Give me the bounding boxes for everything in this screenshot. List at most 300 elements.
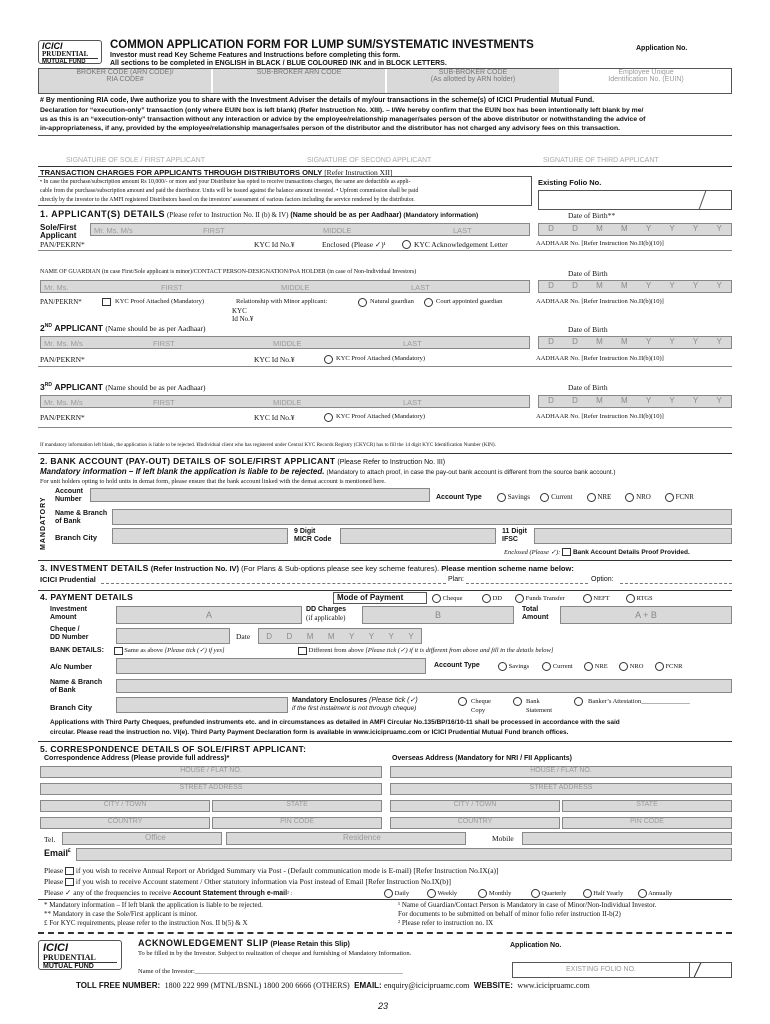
email-field[interactable] bbox=[76, 848, 732, 861]
signature-first: SIGNATURE OF SOLE / FIRST APPLICANT bbox=[66, 157, 205, 164]
of-bank-label: of Bank bbox=[55, 518, 81, 525]
email-label-row bbox=[44, 848, 71, 858]
euin-field[interactable] bbox=[561, 69, 731, 93]
street-field-1[interactable] bbox=[40, 783, 382, 795]
ack-investor-name[interactable]: Name of the Investor:________________________________________________________________ bbox=[138, 968, 403, 975]
bank-statement-label: Bank bbox=[526, 698, 540, 705]
ack-folio-field[interactable] bbox=[512, 962, 690, 978]
s2-title: 2. BANK ACCOUNT (PAY-OUT) DETAILS OF SOLE/FIRST APPLICANT bbox=[40, 456, 336, 466]
middle-2: MIDDLE bbox=[273, 339, 302, 348]
cheque-copy-label-2: Copy bbox=[471, 707, 486, 714]
web-footer[interactable]: www.icicipruamc.com bbox=[517, 981, 590, 990]
option-label: Option: bbox=[591, 576, 614, 583]
scheme-line[interactable] bbox=[101, 583, 446, 584]
weekly-radio[interactable] bbox=[427, 889, 436, 898]
current-label-2: Current bbox=[552, 662, 573, 670]
sub-broker-code-note: (As allotted by ARN holder) bbox=[430, 76, 516, 83]
branch-city-label: Branch City bbox=[55, 533, 98, 542]
residence-ph: Residence bbox=[343, 833, 381, 842]
dd-charges-field[interactable] bbox=[362, 606, 514, 624]
nro-radio[interactable] bbox=[625, 493, 634, 502]
payment-modes bbox=[432, 594, 653, 603]
nb-label-2: of Bank bbox=[50, 687, 76, 694]
please-2: Please bbox=[44, 877, 64, 886]
applicant2-note: (Name should be as per Aadhaar) bbox=[105, 324, 206, 333]
s1-ref: (Please refer to Instruction No. II (b) & IV) bbox=[166, 211, 289, 219]
daily-radio[interactable] bbox=[384, 889, 393, 898]
dob-cell: Y bbox=[716, 337, 722, 346]
first-g: FIRST bbox=[161, 283, 183, 292]
dob-cell: D bbox=[548, 396, 554, 405]
divider bbox=[38, 366, 732, 367]
freq-label-sup: ² : bbox=[287, 891, 293, 897]
dob-cell: D bbox=[572, 224, 578, 233]
inv-amt-label-2: Amount bbox=[50, 614, 77, 621]
bank-details-label: BANK DETAILS: bbox=[50, 647, 104, 654]
bank-proof-row bbox=[504, 548, 690, 556]
txn-title: TRANSACTION CHARGES FOR APPLICANTS THROUGH DISTRIBUTORS ONLY bbox=[40, 168, 323, 177]
ack-logo bbox=[38, 940, 122, 970]
mandatory-side-label: MANDATORY bbox=[40, 496, 47, 550]
ack-folio-label: EXISTING FOLIO NO. bbox=[565, 966, 636, 973]
savings-radio-2[interactable] bbox=[498, 662, 507, 671]
txn-divider bbox=[38, 166, 732, 167]
applicant3-header bbox=[40, 382, 206, 392]
dob-cell: Y bbox=[716, 224, 722, 233]
post-statement-checkbox[interactable] bbox=[65, 878, 74, 886]
s1-footnote: If mandatory information left blank, the application is liable to be rejected. ¥Individual client who has registered under Central KYC Records Registry (CKYCR) has to fill the 14 digit KYC Identification Number (KIN). bbox=[40, 442, 496, 448]
applicant3-note: (Name should be as per Aadhaar) bbox=[105, 383, 206, 392]
s4-divider bbox=[38, 590, 732, 591]
signature-third: SIGNATURE OF THIRD APPLICANT bbox=[543, 157, 659, 164]
dob-cell: M bbox=[596, 396, 603, 405]
different-row bbox=[298, 646, 553, 655]
pan-label-1: PAN/PEKRN* bbox=[40, 240, 85, 249]
encl-label: Mandatory Enclosures bbox=[292, 697, 368, 704]
s2-mand-line bbox=[40, 467, 615, 476]
tel-residence-field[interactable] bbox=[226, 832, 466, 845]
kyc-proof-radio-3[interactable] bbox=[324, 413, 333, 422]
total-label: Total bbox=[522, 606, 539, 613]
country-field-2[interactable] bbox=[390, 817, 560, 829]
acct-number-label: Number bbox=[55, 496, 82, 503]
bank-name-field[interactable] bbox=[112, 509, 732, 525]
pref-row-3 bbox=[44, 888, 292, 897]
funds-transfer-radio[interactable] bbox=[515, 594, 524, 603]
house-field-2[interactable] bbox=[390, 766, 732, 778]
s4-branch-city-field[interactable] bbox=[116, 697, 288, 713]
street-field-2[interactable] bbox=[390, 783, 732, 795]
cheque-copy-radio[interactable] bbox=[458, 697, 467, 706]
cheque-no-label-2: DD Number bbox=[50, 634, 89, 641]
txn-line-2: cable from the purchase/subscription amount and paid the distributor. Units will be issued against the balance amount invested. • Upfront commission shall be paid bbox=[40, 188, 419, 194]
total-amount-field[interactable] bbox=[560, 606, 732, 624]
pan-row-2 bbox=[40, 355, 732, 364]
s1-name-note: (Name should be as per Aadhaar) bbox=[290, 212, 402, 219]
s3-title: 3. INVESTMENT DETAILS bbox=[40, 563, 149, 573]
post-statement-label: if you wish to receive Account statement / Other statutory information via Post instead of Email [Refer Instruction No.IX(b)] bbox=[75, 877, 452, 886]
current-radio-2[interactable] bbox=[542, 662, 551, 671]
nro-radio-2[interactable] bbox=[619, 662, 628, 671]
middle-1: MIDDLE bbox=[323, 226, 352, 235]
sub-broker-arn-field[interactable] bbox=[213, 69, 385, 93]
existing-folio-label: Existing Folio No. bbox=[538, 178, 602, 187]
nre-label-2: NRE bbox=[594, 662, 608, 670]
pan-label-2: PAN/PEKRN* bbox=[40, 355, 85, 364]
s2-header bbox=[40, 456, 445, 466]
aadhaar-label-3: AADHAAR No. [Refer Instruction No.II(b)(10)] bbox=[536, 413, 664, 420]
dob-cell: D bbox=[572, 337, 578, 346]
dob-cell: Y bbox=[692, 396, 699, 405]
scheme-brand: ICICI Prudential bbox=[40, 575, 96, 584]
ria-note: # By mentioning RIA code, I/we authorize you to share with the Investment Adviser the details of my/our transactions in the scheme(s) of ICICI Prudential Mutual Fund. bbox=[40, 97, 595, 104]
annually-radio[interactable] bbox=[638, 889, 647, 898]
s1-header bbox=[40, 209, 478, 219]
sub-broker-code-field[interactable] bbox=[387, 69, 559, 93]
web-footer-label: WEBSITE: bbox=[473, 981, 513, 990]
micr-field[interactable] bbox=[340, 528, 496, 544]
nre-radio-2[interactable] bbox=[584, 662, 593, 671]
dd-label: DD bbox=[492, 594, 502, 602]
state-ph-1: STATE bbox=[286, 801, 308, 808]
acno-label: A/c Number bbox=[50, 662, 93, 671]
current-radio[interactable] bbox=[540, 493, 549, 502]
dob-cell: D bbox=[548, 281, 554, 290]
mode-payment-label: Mode of Payment bbox=[333, 592, 427, 604]
micr-label-1: 9 Digit bbox=[294, 528, 316, 535]
different-label: Different from above bbox=[308, 647, 364, 654]
email-label: Email bbox=[44, 848, 69, 858]
freq-options bbox=[384, 889, 672, 898]
kyc-proof-radio-2[interactable] bbox=[324, 355, 333, 364]
last-3: LAST bbox=[403, 398, 422, 407]
dob-field-4[interactable] bbox=[538, 395, 732, 408]
enclosed-1: Enclosed (Please ✓)¹ bbox=[322, 240, 386, 249]
acct-types-s2 bbox=[497, 493, 694, 502]
ack-logo-prudential: PRUDENTIAL bbox=[43, 953, 96, 962]
dob-cell: Y bbox=[645, 396, 652, 405]
fcnr-radio[interactable] bbox=[665, 493, 674, 502]
bank-statement-radio[interactable] bbox=[513, 697, 522, 706]
dob-cell: Y bbox=[692, 224, 699, 233]
s4-bank-name-field[interactable] bbox=[116, 679, 732, 693]
applicant-label: Applicant bbox=[40, 231, 77, 240]
pan-row-1 bbox=[40, 240, 732, 249]
inv-amt-label-1: Investment bbox=[50, 606, 87, 613]
third-party-1: Applications with Third Party Cheques, prefunded instruments etc. and in circumstances as detailed in AMFI Circular No.135/BP/16/10-11 shall be processed in accordance with the said bbox=[50, 719, 620, 726]
kyc-ack-radio[interactable] bbox=[402, 240, 411, 249]
half-yearly-label: Half Yearly bbox=[593, 889, 624, 897]
country-ph-1: COUNTRY bbox=[107, 818, 143, 825]
titles-3: Mr. Ms. M/s bbox=[44, 398, 83, 407]
neft-label: NEFT bbox=[593, 594, 610, 602]
toll-numbers: 1800 222 999 (MTNL/BSNL) 1800 200 6666 (OTHERS) bbox=[164, 981, 350, 990]
acct-type-label: Account Type bbox=[436, 494, 482, 501]
middle-3: MIDDLE bbox=[273, 398, 302, 407]
email-sup: £ bbox=[68, 848, 71, 854]
note-l3: £ For KYC requirements, please refer to the instruction Nos. II b(5) & X bbox=[44, 919, 248, 927]
date-cell: M bbox=[327, 631, 335, 641]
euin-label-2: Identification No. (EUIN) bbox=[608, 76, 684, 83]
monthly-radio[interactable] bbox=[478, 889, 487, 898]
city-field-1[interactable] bbox=[40, 800, 210, 812]
tel-label: Tel. bbox=[44, 835, 56, 844]
dob-cell: M bbox=[620, 281, 628, 290]
dob-cell: M bbox=[596, 337, 603, 346]
same-as-above-label: Same as above bbox=[124, 647, 163, 654]
dob-cell: Y bbox=[716, 396, 722, 405]
different-checkbox[interactable] bbox=[298, 647, 307, 655]
note-r1: ¹ Name of Guardian/Contact Person is Mandatory in case of Minor/Non-Individual Investor. bbox=[398, 901, 657, 909]
different-tick-note: [Please tick (✓) if it is different from above and fill in the details below] bbox=[365, 647, 554, 654]
banker-attest-radio[interactable] bbox=[574, 697, 583, 706]
monthly-label: Monthly bbox=[488, 889, 512, 897]
logo-mf: MUTUAL FUND bbox=[42, 58, 98, 65]
ifsc-label-2: IFSC bbox=[502, 536, 518, 543]
ack-logo-icici: ICICI bbox=[43, 942, 69, 954]
current-label: Current bbox=[551, 493, 573, 502]
ifsc-field[interactable] bbox=[534, 528, 732, 544]
banker-attest-label: Banker’s Attestation_______________ bbox=[588, 698, 690, 705]
applicant1-name-field[interactable] bbox=[90, 223, 530, 236]
signature-second: SIGNATURE OF SECOND APPLICANT bbox=[307, 157, 432, 164]
guardian-label: NAME OF GUARDIAN (in case First/Sole applicant is minor)/CONTACT PERSON-DESIGNATION/PoA HOLDER (in case of Non-Individual Investors) bbox=[40, 269, 417, 275]
s2-demat: For unit holders opting to hold units in demat form, please ensure that the bank account linked with the demat account is mentioned here. bbox=[40, 478, 386, 485]
kyc-proof-checkbox-g[interactable] bbox=[102, 298, 111, 306]
amount-apb: A + B bbox=[635, 610, 657, 620]
dob-cell: M bbox=[596, 224, 603, 233]
freq-label: Please ✓ any of the frequencies to receive bbox=[44, 888, 171, 897]
dob-cell: Y bbox=[645, 281, 652, 290]
dob-field-3[interactable] bbox=[538, 336, 732, 349]
kyc-label-1: KYC Id No.¥ bbox=[254, 240, 295, 249]
applicant2-name-field[interactable] bbox=[40, 336, 530, 349]
guardian-titles: Mr. Ms. bbox=[44, 283, 69, 292]
s4-acct-types bbox=[498, 662, 682, 671]
acct-label: Account bbox=[55, 488, 83, 495]
state-field-2[interactable] bbox=[562, 800, 732, 812]
freq-label-bold: Account Statement through e-mail bbox=[172, 890, 288, 897]
court-guardian-label: Court appointed guardian bbox=[436, 298, 503, 305]
ack-app-no: Application No. bbox=[510, 942, 562, 949]
dd-charges-note: (if applicable) bbox=[306, 614, 346, 622]
mobile-field[interactable] bbox=[522, 832, 732, 845]
pin-field-2[interactable] bbox=[562, 817, 732, 829]
s1-mand: (Mandatory information) bbox=[403, 212, 479, 219]
dob-label-2: Date of Birth bbox=[568, 269, 608, 278]
kyc-proof-label-2: KYC Proof Attached (Mandatory) bbox=[336, 355, 425, 362]
encl-label-2: if the first instalment is not through cheque) bbox=[292, 705, 417, 712]
applicant3-name-field[interactable] bbox=[40, 395, 530, 408]
rtgs-radio[interactable] bbox=[626, 594, 635, 603]
natural-guardian-radio[interactable] bbox=[358, 298, 367, 307]
city-ph-2: CITY / TOWN bbox=[453, 801, 497, 808]
account-number-field[interactable] bbox=[90, 488, 430, 502]
sole-label: Sole/First bbox=[40, 223, 77, 232]
txn-box bbox=[38, 176, 532, 206]
divider bbox=[38, 427, 732, 428]
house-ph-1: HOUSE / FLAT NO. bbox=[180, 767, 242, 774]
s3-divider bbox=[38, 560, 732, 561]
half-yearly-radio[interactable] bbox=[583, 889, 592, 898]
dob-cell: M bbox=[620, 337, 628, 346]
txn-line-3: directly by the investor to the AMFI registered Distributors based on the investors’ assessment of various factors including the service rendered by the distributor. bbox=[40, 197, 415, 203]
annually-label: Annually bbox=[648, 889, 673, 897]
house-field-1[interactable] bbox=[40, 766, 382, 778]
nre-radio[interactable] bbox=[587, 493, 596, 502]
dob-cell: M bbox=[620, 224, 628, 233]
s3-plans: (For Plans & Sub-options please see key scheme features). bbox=[241, 564, 440, 573]
note-l2: ** Mandatory in case the Sole/First applicant is minor. bbox=[44, 910, 198, 918]
first-3: FIRST bbox=[153, 398, 175, 407]
pan-label-3: PAN/PEKRN* bbox=[40, 413, 85, 422]
page-title: COMMON APPLICATION FORM FOR LUMP SUM/SYSTEMATIC INVESTMENTS bbox=[110, 39, 534, 51]
neft-radio[interactable] bbox=[583, 594, 592, 603]
txn-line-1: • In case the purchase/subscription amount Rs 10,000/- or more and your Distributor has opted to receive transactions charges, the same are deductible as appli- bbox=[40, 179, 411, 185]
note-l1: * Mandatory information – If left blank the application is liable to be rejected. bbox=[44, 901, 263, 909]
overseas-label: Overseas Address (Mandatory for NRI / FII Applicants) bbox=[392, 755, 572, 762]
s4-acct-type-label: Account Type bbox=[434, 662, 480, 669]
footer-contact bbox=[76, 981, 590, 990]
plan-line[interactable] bbox=[466, 583, 588, 584]
savings-label-2: Savings bbox=[508, 662, 530, 670]
branch-city-field[interactable] bbox=[112, 528, 288, 544]
ack-folio-box2[interactable] bbox=[690, 962, 732, 978]
application-no-label: Application No. bbox=[636, 45, 688, 52]
amount-a: A bbox=[205, 610, 212, 620]
same-tick-note: [Please tick (✓) if yes] bbox=[164, 647, 225, 654]
s3-ref: (Refer Instruction No. IV) bbox=[150, 564, 240, 573]
email-footer[interactable]: enquiry@icicipruamc.com bbox=[383, 981, 470, 990]
s2-divider bbox=[38, 453, 732, 454]
house-ph-2: HOUSE / FLAT NO. bbox=[530, 767, 592, 774]
bank-proof-label: Bank Account Details Proof Provided. bbox=[572, 549, 690, 556]
country-field-1[interactable] bbox=[40, 817, 210, 829]
kyc-label-g: KYC bbox=[232, 307, 247, 315]
tel-office-field[interactable] bbox=[62, 832, 222, 845]
bank-proof-checkbox[interactable] bbox=[562, 548, 571, 556]
dob-field-1[interactable] bbox=[538, 223, 732, 236]
sub-broker-code-label: SUB-BROKER CODE bbox=[438, 69, 508, 76]
mobile-label: Mobile bbox=[492, 834, 514, 843]
s4-account-number-field[interactable] bbox=[116, 658, 426, 674]
cheque-date-field[interactable] bbox=[258, 628, 422, 644]
savings-radio[interactable] bbox=[497, 493, 506, 502]
logo-prudential: PRUDENTIAL bbox=[42, 50, 89, 58]
last-g: LAST bbox=[411, 283, 430, 292]
city-ph-1: CITY / TOWN bbox=[103, 801, 147, 808]
investment-amount-field[interactable] bbox=[116, 606, 302, 624]
dob-cell: Y bbox=[669, 224, 675, 233]
relation-label: Relationship with Minor applicant: bbox=[236, 298, 328, 305]
same-as-above-checkbox[interactable] bbox=[114, 647, 123, 655]
fcnr-label-2: FCNR bbox=[665, 662, 683, 670]
applicant2-header bbox=[40, 323, 206, 333]
option-line[interactable] bbox=[620, 583, 732, 584]
applicant2-sup: ND bbox=[44, 323, 52, 330]
dd-radio[interactable] bbox=[482, 594, 491, 603]
dob-cell: Y bbox=[692, 337, 699, 346]
txn-ref: [Refer Instruction XII] bbox=[324, 168, 393, 177]
guardian-name-field[interactable] bbox=[40, 280, 530, 293]
last-2: LAST bbox=[403, 339, 422, 348]
kyc-proof-label-3: KYC Proof Attached (Mandatory) bbox=[336, 413, 425, 420]
cheque-radio[interactable] bbox=[432, 594, 441, 603]
dob-cell: Y bbox=[716, 281, 722, 290]
dob-cell: Y bbox=[669, 396, 675, 405]
fcnr-radio-2[interactable] bbox=[655, 662, 664, 671]
cheque-label: Cheque bbox=[442, 594, 463, 602]
cheque-no-label-1: Cheque / bbox=[50, 626, 80, 633]
cheque-number-field[interactable] bbox=[116, 628, 230, 644]
name-branch-label: Name & Branch bbox=[55, 510, 108, 517]
pin-field-1[interactable] bbox=[212, 817, 382, 829]
dob-field-2[interactable] bbox=[538, 280, 732, 293]
micr-label-2: MICR Code bbox=[294, 536, 332, 543]
city-field-2[interactable] bbox=[390, 800, 560, 812]
s2-ref: (Please Refer to Instruction No. III) bbox=[337, 459, 446, 466]
state-field-1[interactable] bbox=[212, 800, 382, 812]
encl-row-1 bbox=[292, 696, 418, 704]
date-cell: M bbox=[306, 631, 314, 641]
annual-report-label: if you wish to receive Annual Report or Abridged Summary via Post - (Default communication mode is E-mail) [Refer Instruction No.IX(a)] bbox=[75, 866, 499, 875]
please-1: Please bbox=[44, 866, 64, 875]
ack-logo-mf: MUTUAL FUND bbox=[43, 962, 117, 971]
country-ph-2: COUNTRY bbox=[457, 818, 493, 825]
fcnr-label: FCNR bbox=[675, 493, 694, 502]
s5-title: 5. CORRESPONDENCE DETAILS OF SOLE/FIRST APPLICANT: bbox=[40, 744, 307, 754]
s4-title: 4. PAYMENT DETAILS bbox=[40, 592, 134, 602]
bc-label: Branch City bbox=[50, 703, 93, 712]
dob-cell: Y bbox=[669, 337, 675, 346]
street-ph-1: STREET ADDRESS bbox=[179, 784, 243, 791]
euin-label: Employee Unique bbox=[618, 69, 674, 76]
broker-code-field[interactable] bbox=[39, 69, 211, 93]
third-party-2: circular. Please read the instruction no. VI(e). Third Party Payment Declaration form is available in www.icicipruamc.com or ICICI Prudential Mutual Fund branch offices. bbox=[50, 729, 569, 736]
dob-cell: Y bbox=[669, 281, 675, 290]
dob-cell: Y bbox=[692, 281, 699, 290]
savings-label: Savings bbox=[507, 493, 530, 502]
dob-cell: M bbox=[596, 281, 603, 290]
amount-b: B bbox=[434, 610, 441, 620]
funds-transfer-label: Funds Transfer bbox=[525, 594, 565, 602]
annual-report-checkbox[interactable] bbox=[65, 867, 74, 875]
kyc-ack-label: KYC Acknowledgement Letter bbox=[414, 240, 508, 249]
applicant3-label: APPLICANT bbox=[54, 382, 103, 392]
dob-label-4: Date of Birth bbox=[568, 383, 608, 392]
quarterly-radio[interactable] bbox=[531, 889, 540, 898]
dob-label-1: Date of Birth** bbox=[568, 211, 616, 220]
declaration-line-1: Declaration for “execution-only” transaction (only where EUIN box is left blank) (Refer Instruction No. XIII). – I/We hereby confirm that the EUIN box has been intentionally left blank by me/ bbox=[40, 107, 644, 114]
court-guardian-radio[interactable] bbox=[424, 298, 433, 307]
date-cell: Y bbox=[388, 631, 394, 641]
logo-icici: ICICI bbox=[42, 41, 63, 51]
dob-cell: D bbox=[572, 281, 578, 290]
pan-label-g: PAN/PEKRN* bbox=[40, 298, 82, 306]
broker-row bbox=[38, 68, 732, 94]
ack-filled: To be filled in by the Investor. Subject to realization of cheque and furnishing of Mandatory Information. bbox=[138, 950, 412, 957]
total-label-2: Amount bbox=[522, 614, 549, 621]
name-titles-1: Mr. Ms. M/s bbox=[94, 226, 133, 235]
pref-row-1 bbox=[44, 866, 499, 875]
dob-cell: Y bbox=[645, 337, 652, 346]
ack-title-row bbox=[138, 938, 350, 948]
dd-charges-label: DD Charges bbox=[306, 606, 347, 613]
dob-cell: D bbox=[572, 396, 578, 405]
note-r2: For documents to be submitted on behalf of minor folio refer instruction II-b(2) bbox=[398, 910, 621, 918]
guardian-pan-row bbox=[40, 298, 732, 306]
note-r3: ² Please refer to instruction no. IX bbox=[398, 919, 494, 927]
